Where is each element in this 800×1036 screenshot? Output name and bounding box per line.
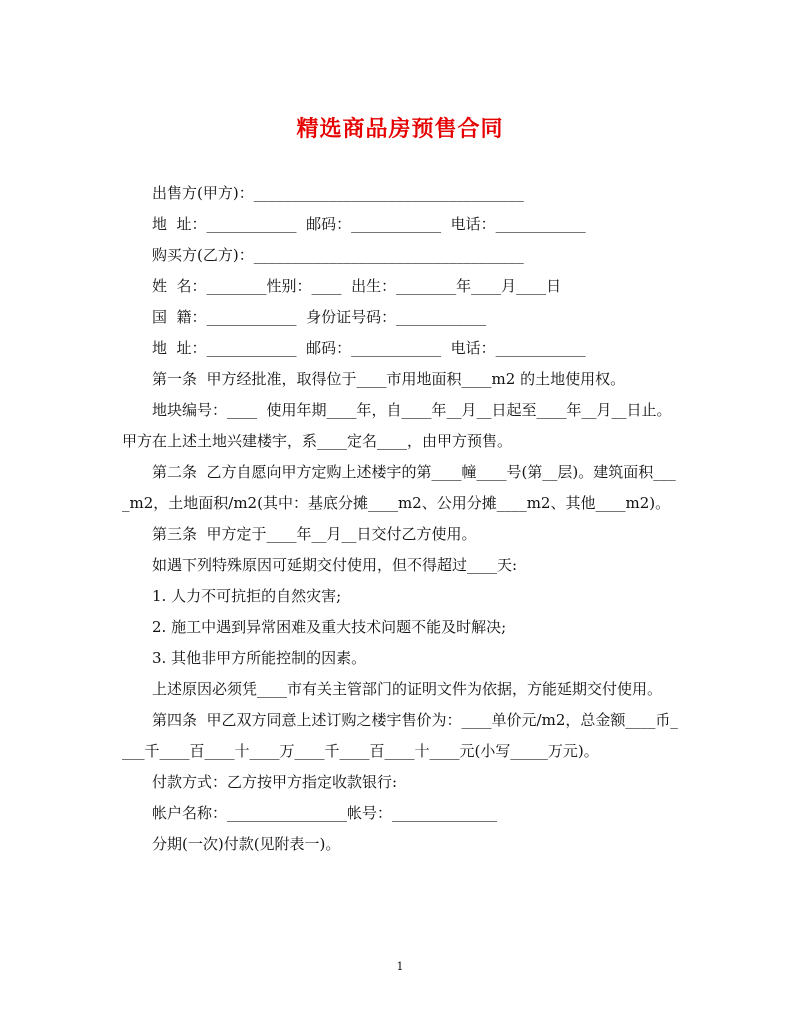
paragraph-payment-method: 付款方式：乙方按甲方指定收款银行: — [152, 773, 398, 791]
paragraph-delay-item-1: 1. 人力不可抗拒的自然灾害; — [152, 587, 342, 605]
page-number: 1 — [396, 960, 404, 973]
paragraph-delay-item-3: 3. 其他非甲方所能控制的因素。 — [152, 649, 367, 667]
paragraph-buyer-address: 地 址：____________ 邮码：____________ 电话：____________ — [152, 339, 586, 357]
paragraph-article-4: 第四条 甲乙双方同意上述订购之楼宇售价为：____单价元/m2，总金额____币____千____百____十____万____千____百____十____元(小写_____万元)。 — [122, 711, 678, 760]
paragraph-delay-item-2: 2. 施工中遇到异常困难及重大技术问题不能及时解决; — [152, 618, 507, 636]
paragraph-delay-conditions: 如遇下列特殊原因可延期交付使用，但不得超过____天: — [152, 556, 518, 574]
paragraph-delay-proof: 上述原因必须凭____市有关主管部门的证明文件为依据，方能延期交付使用。 — [152, 680, 663, 698]
document-body — [122, 178, 678, 860]
paragraph-buyer-name: 姓 名：________性别：____ 出生：________年____月____日 — [152, 277, 562, 295]
paragraph-seller: 出售方(甲方)：____________________________________ — [152, 184, 524, 202]
paragraph-account: 帐户名称：________________帐号：______________ — [152, 804, 498, 822]
paragraph-article-3: 第三条 甲方定于____年__月__日交付乙方使用。 — [152, 525, 477, 543]
paragraph-plot-number: 地块编号：____ 使用年期____年，自____年__月__日起至____年__月__日止。甲方在上述土地兴建楼宇，系____定名____，由甲方预售。 — [122, 401, 672, 450]
paragraph-article-2: 第二条 乙方自愿向甲方定购上述楼宇的第____幢____号(第__层)。建筑面积____m2，土地面积/m2(其中：基底分摊____m2、公用分摊____m2、其他____m2)。 — [122, 463, 676, 512]
paragraph-buyer: 购买方(乙方)：____________________________________ — [152, 246, 524, 264]
paragraph-buyer-nationality: 国 籍：____________ 身份证号码：____________ — [152, 308, 487, 326]
paragraph-seller-address: 地 址：____________ 邮码：____________ 电话：____________ — [152, 215, 586, 233]
document-title: 精选商品房预售合同 — [296, 116, 504, 142]
paragraph-article-1: 第一条 甲方经批准，取得位于____市用地面积____m2 的土地使用权。 — [152, 370, 626, 388]
paragraph-installment: 分期(一次)付款(见附表一)。 — [152, 835, 341, 853]
